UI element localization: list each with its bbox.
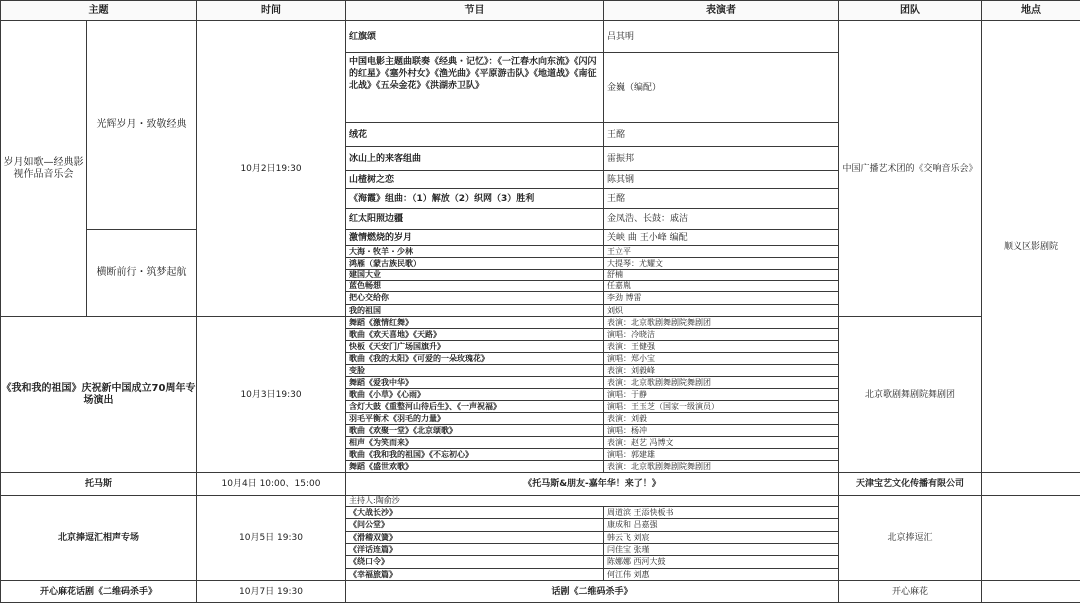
section1-sub2-text: 横断前行・筑梦起航 bbox=[96, 267, 187, 278]
program-cell bbox=[345, 170, 604, 189]
performer-cell bbox=[603, 146, 839, 171]
program-cell bbox=[345, 291, 604, 305]
program-cell bbox=[345, 122, 604, 147]
section2-time-text: 10月3日19:30 bbox=[240, 389, 302, 400]
section1-theme-text: 岁月如歌—经典影视作品音乐会 bbox=[3, 156, 84, 180]
section5-theme bbox=[0, 580, 197, 603]
section3-venue bbox=[981, 472, 1080, 496]
performer-cell-text: 金凤浩、长鼓：戚洁 bbox=[607, 214, 689, 224]
program-cell-text: 歌曲《我和我的祖国》《不忘初心》 bbox=[349, 449, 473, 459]
program-cell-text: 鸿雁（蒙古族民歌） bbox=[349, 258, 421, 268]
section4-theme bbox=[0, 495, 197, 581]
section1-time-text: 10月2日19:30 bbox=[240, 163, 302, 174]
section4-time-text: 10月5日 19:30 bbox=[239, 533, 303, 543]
header-venue-text: 地点 bbox=[1021, 4, 1041, 16]
performer-cell-text: 演唱：冷晓洁 bbox=[607, 329, 655, 339]
performer-cell bbox=[603, 122, 839, 147]
program-cell-text: 蓝色畅想 bbox=[349, 281, 381, 290]
section1-sub2 bbox=[86, 229, 197, 317]
section2-team-text: 北京歌剧舞剧院舞剧团 bbox=[864, 389, 955, 400]
section3-theme-text: 托马斯 bbox=[84, 479, 112, 489]
performer-cell-text: 大提琴：尤耀文 bbox=[607, 258, 663, 268]
program-cell-text: 相声《为笑而来》 bbox=[349, 437, 413, 447]
performer-cell-text: 闫佳宝 张瑾 bbox=[607, 544, 650, 554]
performer-cell-text: 雷振邦 bbox=[607, 153, 635, 164]
performer-cell bbox=[603, 555, 839, 569]
section4-venue bbox=[981, 495, 1080, 581]
program-cell-text: 红太阳照边疆 bbox=[349, 214, 404, 224]
performer-cell bbox=[603, 208, 839, 230]
performer-cell-text: 演唱：郑小宝 bbox=[607, 353, 655, 363]
performer-cell-text: 表演：北京歌剧舞剧院舞剧团 bbox=[607, 317, 711, 327]
performer-cell-text: 何江伟 刘惠 bbox=[607, 569, 650, 579]
section3-team-text: 天津宝艺文化传播有限公司 bbox=[855, 479, 964, 489]
section4-time bbox=[196, 495, 346, 581]
program-cell-text: 变脸 bbox=[349, 365, 365, 375]
program-cell-text: 绒花 bbox=[349, 129, 368, 140]
performer-cell-text: 周道滨 王添快板书 bbox=[607, 507, 674, 517]
section3-team bbox=[838, 472, 982, 496]
program-cell-text: 歌曲《小草》《心雨》 bbox=[349, 389, 425, 399]
section4-team bbox=[838, 495, 982, 581]
program-cell bbox=[345, 518, 604, 532]
program-cell-text: 《幸福旅篇》 bbox=[349, 569, 397, 579]
program-cell-text: 舞蹈《爱我中华》 bbox=[349, 377, 413, 387]
performer-cell bbox=[603, 20, 839, 53]
performer-cell-text: 表演：刘毅 bbox=[607, 413, 647, 423]
header-team bbox=[838, 0, 982, 21]
program-cell-text: 快板《天安门广场国旗升》 bbox=[349, 341, 445, 351]
header-performer-text: 表演者 bbox=[706, 4, 736, 16]
performer-cell-text: 演唱：于静 bbox=[607, 389, 647, 399]
section5-time bbox=[196, 580, 346, 603]
performer-cell bbox=[603, 291, 839, 305]
section1-team bbox=[838, 20, 982, 317]
program-cell bbox=[345, 146, 604, 171]
header-time bbox=[196, 0, 346, 21]
program-cell-text: 山楂树之恋 bbox=[349, 174, 395, 185]
program-cell-text: 歌曲《欢天喜地》《天路》 bbox=[349, 329, 441, 339]
header-team-text: 团队 bbox=[900, 4, 920, 16]
program-cell bbox=[345, 229, 604, 246]
program-cell-text: 舞蹈《激情红舞》 bbox=[349, 317, 413, 327]
performer-cell bbox=[603, 518, 839, 532]
performer-cell-text: 表演：赵艺 冯博文 bbox=[607, 437, 674, 447]
performer-cell-text: 韩云飞 刘宸 bbox=[607, 532, 650, 542]
program-cell-text: 舞蹈《盛世欢歌》 bbox=[349, 461, 413, 471]
section2-time bbox=[196, 316, 346, 473]
program-cell bbox=[345, 208, 604, 230]
program-cell bbox=[345, 52, 604, 123]
performer-cell-text: 陈其钢 bbox=[607, 174, 635, 185]
section4-theme-text: 北京捧逗汇相声专场 bbox=[57, 533, 139, 543]
performer-cell-text: 任嘉胤 bbox=[607, 281, 631, 290]
performer-cell-text: 刘炽 bbox=[607, 305, 623, 315]
program-cell-text: 大海・牧羊・少林 bbox=[349, 246, 413, 256]
program-cell bbox=[345, 555, 604, 569]
section1-sub1-text: 光辉岁月・致敬经典 bbox=[96, 119, 187, 130]
section1-sub1 bbox=[86, 20, 197, 230]
section3-program bbox=[345, 472, 839, 496]
program-cell bbox=[345, 188, 604, 209]
header-program bbox=[345, 0, 604, 21]
performer-cell-text: 表演：北京歌剧舞剧院舞剧团 bbox=[607, 377, 711, 387]
section4-host-text: 主持人:陶俞沙 bbox=[349, 496, 400, 505]
section1-team-text: 中国广播艺术团的《交响音乐会》 bbox=[842, 163, 978, 174]
program-cell-text: 建国大业 bbox=[349, 270, 381, 279]
section5-team bbox=[838, 580, 982, 603]
performer-cell-text: 王酩 bbox=[607, 193, 626, 204]
program-cell bbox=[345, 20, 604, 53]
header-performer bbox=[603, 0, 839, 21]
performer-cell-text: 王立平 bbox=[607, 246, 631, 256]
program-cell-text: 羽毛平衡术《羽毛的力量》 bbox=[349, 413, 445, 423]
performer-cell-text: 关峡 曲 王小峰 编配 bbox=[607, 232, 688, 243]
section5-program-text: 话剧《二维码杀手》 bbox=[551, 586, 633, 597]
header-program-text: 节目 bbox=[464, 4, 485, 16]
section5-theme-text: 开心麻花话剧《二维码杀手》 bbox=[39, 586, 157, 597]
performer-cell bbox=[603, 188, 839, 209]
section5-time-text: 10月7日 19:30 bbox=[239, 586, 303, 597]
performer-cell-text: 表演：北京歌剧舞剧院舞剧团 bbox=[607, 461, 711, 471]
header-time-text: 时间 bbox=[261, 4, 281, 16]
header-theme-text: 主题 bbox=[88, 4, 109, 16]
performer-cell-text: 表演：刘毅峰 bbox=[607, 365, 655, 375]
program-cell-text: 歌曲《欢聚一堂》《北京颂歌》 bbox=[349, 425, 457, 435]
performer-cell-text: 王酩 bbox=[607, 129, 626, 140]
section5-program bbox=[345, 580, 839, 603]
program-cell-text: 冰山上的来客组曲 bbox=[349, 153, 422, 164]
program-cell-text: 《海霞》组曲：（1）解放（2）织网（3）胜利 bbox=[349, 193, 535, 204]
performer-cell-text: 李劲 博雷 bbox=[607, 293, 642, 302]
performer-cell bbox=[603, 52, 839, 123]
program-cell-text: 含灯大鼓《重整河山待后生》、《一声祝福》 bbox=[349, 401, 501, 411]
program-cell-text: 《滑稽双簧》 bbox=[349, 532, 397, 542]
performer-cell-text: 表演：王健强 bbox=[607, 341, 655, 351]
section5-venue bbox=[981, 580, 1080, 603]
venue-cell bbox=[981, 20, 1080, 473]
performer-cell bbox=[603, 229, 839, 246]
performer-cell-text: 演唱：王玉芝（国家一级演员） bbox=[607, 401, 719, 411]
section3-time-text: 10月4日 10:00、15:00 bbox=[221, 479, 321, 489]
section1-theme bbox=[0, 20, 87, 317]
program-cell-text: 红旗颂 bbox=[349, 31, 377, 42]
section1-time bbox=[196, 20, 346, 317]
section4-team-text: 北京捧逗汇 bbox=[887, 533, 933, 543]
section5-team-text: 开心麻花 bbox=[891, 586, 928, 597]
program-cell-text: 中国电影主题曲联奏《经典・记忆》：《一江春水向东流》《闪闪的红星》《塞外村女》《渔光曲》《平原游击队》《地道战》《南征北战》《五朵金花》《洪湖赤卫队》 bbox=[349, 57, 597, 91]
performer-cell-text: 陈娜娜 西河大鼓 bbox=[607, 557, 666, 566]
section3-time bbox=[196, 472, 346, 496]
header-theme bbox=[0, 0, 197, 21]
section3-program-text: 《托马斯&朋友-嘉年华！来了！》 bbox=[523, 479, 661, 489]
program-cell-text: 《问公堂》 bbox=[349, 520, 389, 529]
performer-cell-text: 演唱：杨冲 bbox=[607, 425, 647, 435]
performer-cell-text: 金巍（编配） bbox=[607, 82, 662, 93]
performer-cell-text: 康成和 吕嘉强 bbox=[607, 520, 658, 529]
section2-theme-text: 《我和我的祖国》庆祝新中国成立70周年专场演出 bbox=[1, 382, 196, 406]
performer-cell bbox=[603, 170, 839, 189]
header-venue bbox=[981, 0, 1080, 21]
program-cell-text: 《大战长沙》 bbox=[349, 507, 397, 517]
section2-team bbox=[838, 316, 982, 473]
program-cell-text: 把心交给你 bbox=[349, 293, 389, 302]
performer-cell-text: 吕其明 bbox=[607, 31, 635, 42]
program-cell-text: 歌曲《我的太阳》《可爱的一朵玫瑰花》 bbox=[349, 353, 489, 363]
program-cell-text: 我的祖国 bbox=[349, 305, 381, 315]
performer-cell-text: 演唱：郭建雄 bbox=[607, 449, 655, 459]
performer-cell-text: 舒楠 bbox=[607, 270, 623, 279]
program-cell-text: 《绕口令》 bbox=[349, 557, 389, 566]
program-cell-text: 激情燃烧的岁月 bbox=[349, 232, 413, 243]
venue-cell-text: 顺义区影剧院 bbox=[1003, 241, 1058, 252]
program-cell-text: 《洋话连篇》 bbox=[349, 544, 397, 554]
section3-theme bbox=[0, 472, 197, 496]
section2-theme bbox=[0, 316, 197, 473]
